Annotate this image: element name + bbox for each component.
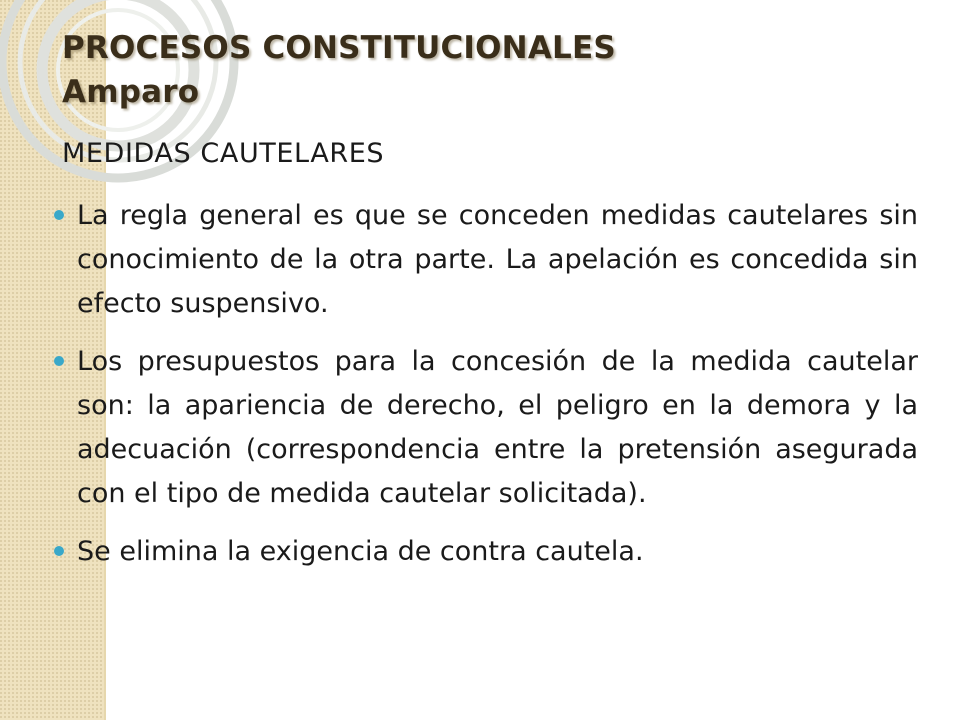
bullet-icon xyxy=(54,546,64,556)
slide-title xyxy=(62,26,922,114)
bullet-text: Los presupuestos para la concesión de la medida cautelar son: la apariencia de derecho, el peligro en la demora y la adecuación (correspondencia entre la pretensión asegurada con el tipo de medida cautelar solicitada). xyxy=(77,346,918,509)
bullet-item xyxy=(48,530,918,574)
title-subtitle: Amparo xyxy=(62,74,200,110)
bullet-item xyxy=(48,340,918,516)
bullet-item xyxy=(48,194,918,326)
section-heading: MEDIDAS CAUTELARES xyxy=(62,138,385,169)
bullet-text: La regla general es que se conceden medidas cautelares sin conocimiento de la otra parte. La apelación es concedida sin efecto suspensivo. xyxy=(77,200,918,319)
bullet-icon xyxy=(54,210,64,220)
bullet-text: Se elimina la exigencia de contra cautela. xyxy=(77,536,644,567)
bullet-icon xyxy=(54,356,64,366)
bullet-list xyxy=(48,194,918,588)
title-main: PROCESOS CONSTITUCIONALES xyxy=(62,30,616,66)
